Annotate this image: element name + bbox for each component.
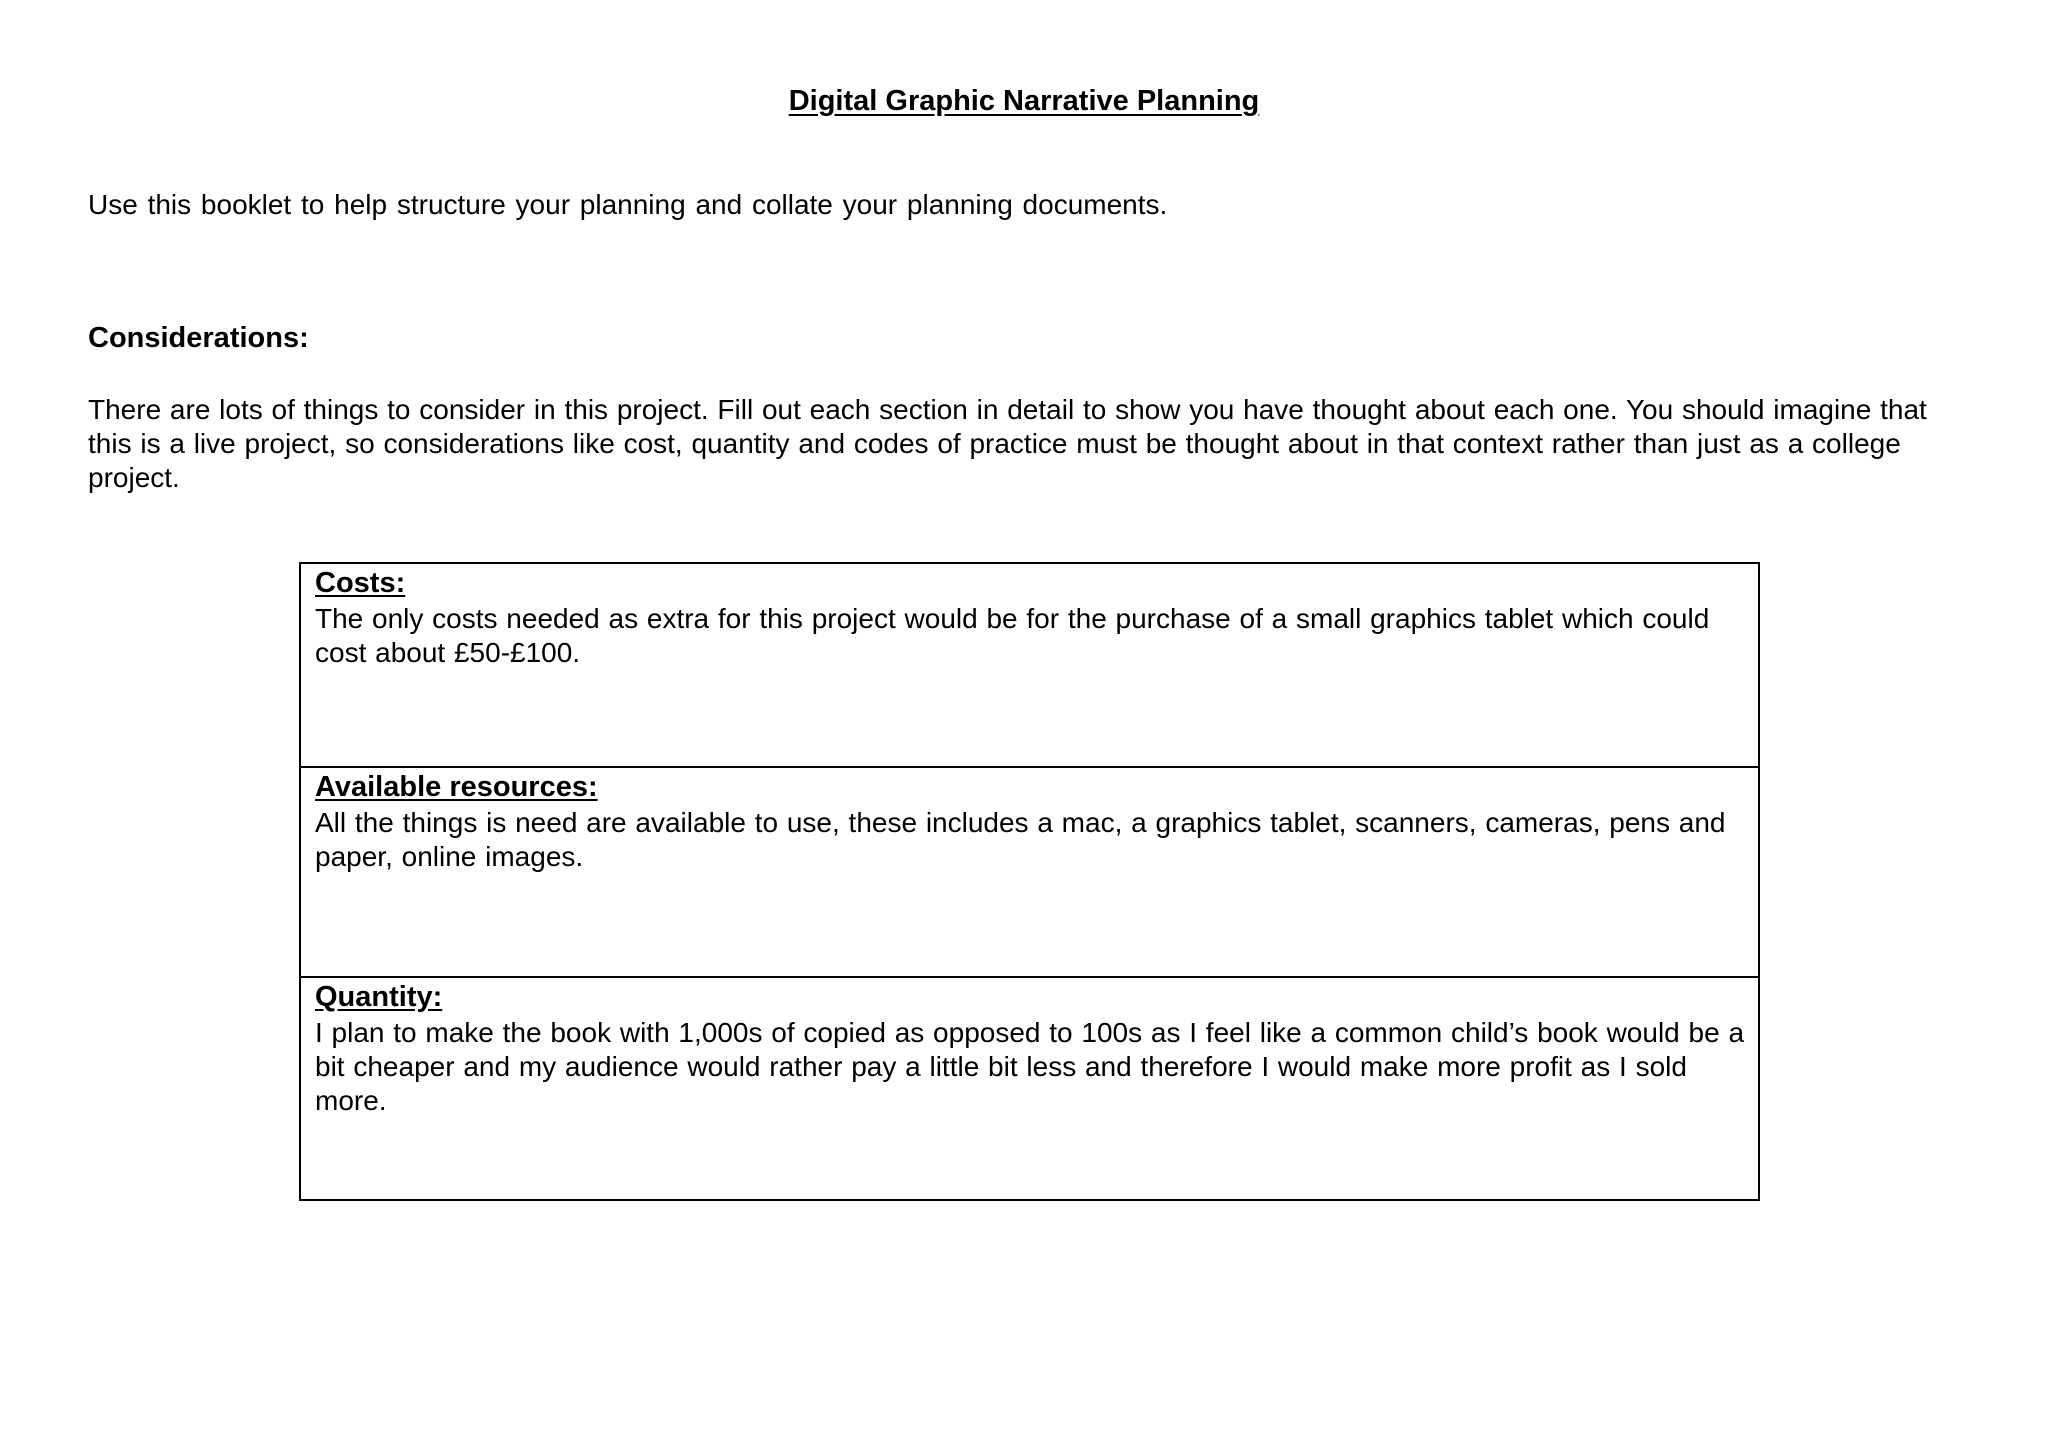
quantity-heading: Quantity: bbox=[315, 981, 443, 1013]
costs-text: The only costs needed as extra for this project would be for the purchase of a small graphics tablet which could cost about £50-£100. bbox=[315, 603, 1710, 668]
available-resources-heading: Available resources: bbox=[315, 771, 598, 803]
table-row-costs bbox=[301, 564, 1758, 766]
document-title: Digital Graphic Narrative Planning bbox=[788, 85, 1260, 117]
considerations-table bbox=[299, 562, 1760, 1201]
costs-heading: Costs: bbox=[315, 567, 406, 599]
quantity-text: I plan to make the book with 1,000s of copied as opposed to 100s as I feel like a common child’s book would be a bit cheaper and my audience would rather pay a little bit less and therefore I would make more profit as I sold more. bbox=[315, 1017, 1745, 1116]
table-row-available-resources bbox=[301, 766, 1758, 976]
considerations-paragraph: There are lots of things to consider in this project. Fill out each section in detail to show you have thought about each one. You should imagine that this is a live project, so considerations like cost, quantity and codes of practice must be thought about in that context rather than just as a college project. bbox=[88, 394, 1927, 493]
table-row-quantity bbox=[301, 976, 1758, 1199]
intro-paragraph: Use this booklet to help structure your planning and collate your planning documents. bbox=[88, 189, 1168, 220]
available-resources-text: All the things is need are available to use, these includes a mac, a graphics tablet, scanners, cameras, pens and paper, online images. bbox=[315, 807, 1726, 872]
considerations-heading: Considerations: bbox=[88, 322, 309, 354]
